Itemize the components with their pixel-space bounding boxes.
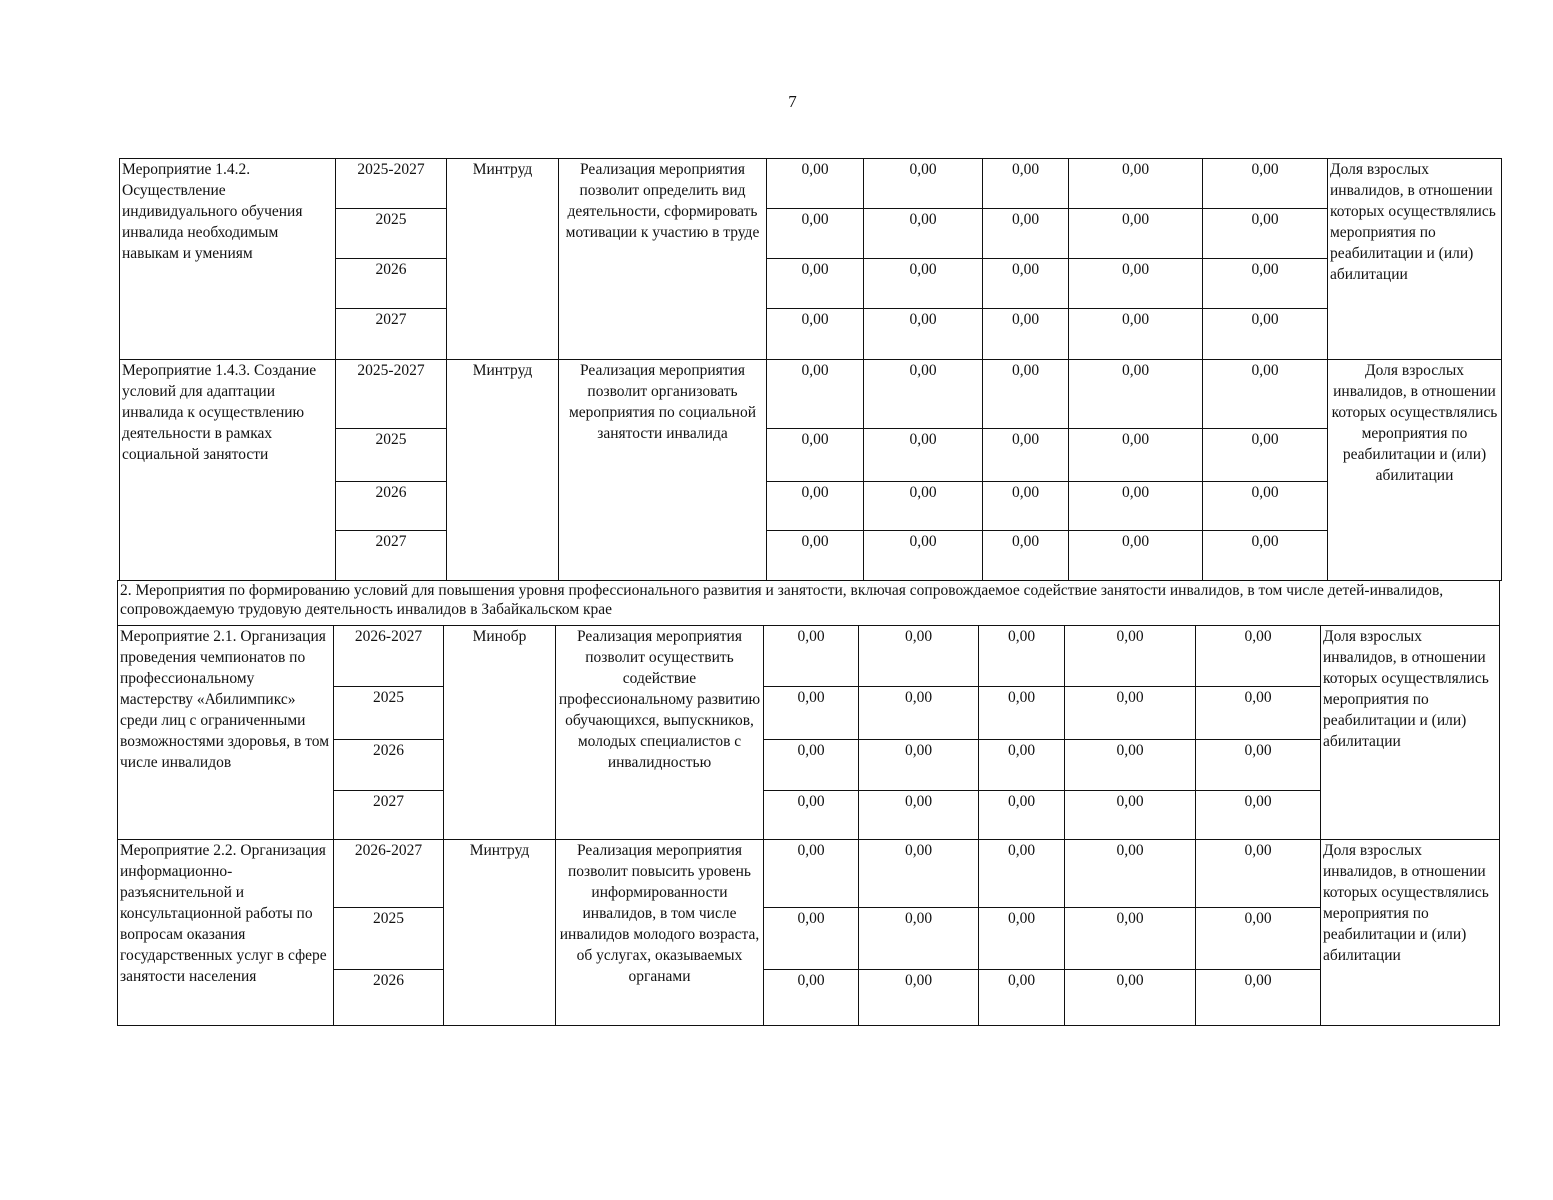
period-cell: 2026-2027 [334, 626, 444, 687]
period-cell: 2025 [336, 429, 447, 482]
value-cell: 0,00 [767, 531, 864, 581]
executor-cell: Минтруд [444, 840, 556, 1026]
page-number: 7 [788, 92, 797, 111]
value-cell: 0,00 [864, 259, 983, 309]
indicator-cell: Доля взрослых инвалидов, в отношении которых осуществлялись мероприятия по реабилитации и (или) абилитации [1321, 626, 1500, 840]
value-cell: 0,00 [1065, 626, 1196, 687]
value-cell: 0,00 [983, 309, 1069, 360]
activity-name: Мероприятие 2.2. Организация информационно-разъяснительной и консультационной работы по вопросам оказания государственных услуг в сфере занятости населения [118, 840, 334, 1026]
value-cell: 0,00 [1203, 482, 1328, 531]
value-cell: 0,00 [864, 482, 983, 531]
value-cell: 0,00 [859, 687, 979, 740]
value-cell: 0,00 [1203, 531, 1328, 581]
executor-cell: Минобр [444, 626, 556, 840]
value-cell: 0,00 [1065, 791, 1196, 840]
result-cell: Реализация мероприятия позволит осуществить содействие профессиональному развитию обучающихся, выпускников, молодых специалистов с инвалидностью [556, 626, 764, 840]
value-cell: 0,00 [764, 740, 859, 791]
value-cell: 0,00 [767, 429, 864, 482]
value-cell: 0,00 [1203, 360, 1328, 429]
result-cell: Реализация мероприятия позволит организовать мероприятия по социальной занятости инвалида [559, 360, 767, 581]
value-cell: 0,00 [983, 209, 1069, 259]
period-cell: 2025 [334, 908, 444, 970]
value-cell: 0,00 [1203, 259, 1328, 309]
value-cell: 0,00 [767, 209, 864, 259]
value-cell: 0,00 [1065, 908, 1196, 970]
value-cell: 0,00 [1069, 259, 1203, 309]
value-cell: 0,00 [1065, 687, 1196, 740]
value-cell: 0,00 [764, 970, 859, 1026]
activities-table-1 [119, 158, 1502, 581]
value-cell: 0,00 [983, 531, 1069, 581]
indicator-cell: Доля взрослых инвалидов, в отношении которых осуществлялись мероприятия по реабилитации и (или) абилитации [1328, 159, 1502, 360]
value-cell: 0,00 [1196, 740, 1321, 791]
period-cell: 2025-2027 [336, 360, 447, 429]
value-cell: 0,00 [979, 740, 1065, 791]
value-cell: 0,00 [983, 259, 1069, 309]
period-cell: 2026 [336, 259, 447, 309]
value-cell: 0,00 [859, 740, 979, 791]
value-cell: 0,00 [859, 791, 979, 840]
executor-cell: Минтруд [447, 159, 559, 360]
period-cell: 2026-2027 [334, 840, 444, 908]
value-cell: 0,00 [979, 791, 1065, 840]
section-title: 2. Мероприятия по формированию условий для повышения уровня профессионального развития и занятости, включая сопровождаемое содействие занятости инвалидов, в том числе детей-инвалидов, сопровождаемую трудовую деятельность инвалидов в Забайкальском крае [118, 581, 1500, 626]
value-cell: 0,00 [1065, 840, 1196, 908]
period-cell: 2026 [336, 482, 447, 531]
period-cell: 2025-2027 [336, 159, 447, 209]
value-cell: 0,00 [764, 687, 859, 740]
value-cell: 0,00 [1069, 531, 1203, 581]
value-cell: 0,00 [1069, 360, 1203, 429]
value-cell: 0,00 [1069, 309, 1203, 360]
value-cell: 0,00 [1196, 687, 1321, 740]
period-cell: 2026 [334, 740, 444, 791]
value-cell: 0,00 [1069, 482, 1203, 531]
table-row [120, 360, 1502, 429]
value-cell: 0,00 [979, 908, 1065, 970]
value-cell: 0,00 [764, 791, 859, 840]
value-cell: 0,00 [1196, 908, 1321, 970]
value-cell: 0,00 [1069, 429, 1203, 482]
value-cell: 0,00 [979, 687, 1065, 740]
value-cell: 0,00 [767, 259, 864, 309]
table-row [120, 159, 1502, 209]
value-cell: 0,00 [864, 309, 983, 360]
indicator-cell: Доля взрослых инвалидов, в отношении которых осуществлялись мероприятия по реабилитации и (или) абилитации [1321, 840, 1500, 1026]
period-cell: 2027 [336, 531, 447, 581]
value-cell: 0,00 [1196, 970, 1321, 1026]
value-cell: 0,00 [1065, 740, 1196, 791]
executor-cell: Минтруд [447, 360, 559, 581]
value-cell: 0,00 [767, 482, 864, 531]
value-cell: 0,00 [1196, 840, 1321, 908]
value-cell: 0,00 [1065, 970, 1196, 1026]
indicator-cell: Доля взрослых инвалидов, в отношении которых осуществлялись мероприятия по реабилитации и (или) абилитации [1328, 360, 1502, 581]
activity-name: Мероприятие 2.1. Организация проведения чемпионатов по профессиональному мастерству «Абилимпикс» среди лиц с ограниченными возможностями здоровья, в том числе инвалидов [118, 626, 334, 840]
activity-name: Мероприятие 1.4.3. Создание условий для адаптации инвалида к осуществлению деятельности в рамках социальной занятости [120, 360, 336, 581]
value-cell: 0,00 [764, 840, 859, 908]
table-row [118, 581, 1500, 626]
value-cell: 0,00 [1203, 159, 1328, 209]
value-cell: 0,00 [983, 482, 1069, 531]
value-cell: 0,00 [859, 840, 979, 908]
value-cell: 0,00 [1203, 309, 1328, 360]
period-cell: 2025 [336, 209, 447, 259]
value-cell: 0,00 [983, 159, 1069, 209]
value-cell: 0,00 [1069, 209, 1203, 259]
period-cell: 2026 [334, 970, 444, 1026]
value-cell: 0,00 [864, 531, 983, 581]
period-cell: 2025 [334, 687, 444, 740]
period-cell: 2027 [336, 309, 447, 360]
result-cell: Реализация мероприятия позволит повысить уровень информированности инвалидов, в том числе инвалидов молодого возраста, об услугах, оказываемых органами [556, 840, 764, 1026]
value-cell: 0,00 [864, 429, 983, 482]
value-cell: 0,00 [764, 626, 859, 687]
value-cell: 0,00 [979, 626, 1065, 687]
value-cell: 0,00 [764, 908, 859, 970]
value-cell: 0,00 [983, 360, 1069, 429]
value-cell: 0,00 [767, 309, 864, 360]
value-cell: 0,00 [864, 209, 983, 259]
activity-name: Мероприятие 1.4.2. Осуществление индивидуального обучения инвалида необходимым навыкам и умениям [120, 159, 336, 360]
value-cell: 0,00 [1203, 429, 1328, 482]
value-cell: 0,00 [859, 626, 979, 687]
activities-table-2 [117, 580, 1500, 1026]
value-cell: 0,00 [767, 360, 864, 429]
value-cell: 0,00 [859, 908, 979, 970]
value-cell: 0,00 [859, 970, 979, 1026]
value-cell: 0,00 [979, 970, 1065, 1026]
value-cell: 0,00 [1203, 209, 1328, 259]
value-cell: 0,00 [1069, 159, 1203, 209]
value-cell: 0,00 [979, 840, 1065, 908]
value-cell: 0,00 [864, 159, 983, 209]
value-cell: 0,00 [1196, 626, 1321, 687]
value-cell: 0,00 [983, 429, 1069, 482]
period-cell: 2027 [334, 791, 444, 840]
value-cell: 0,00 [767, 159, 864, 209]
table-row [118, 626, 1500, 687]
result-cell: Реализация мероприятия позволит определить вид деятельности, сформировать мотивации к участию в труде [559, 159, 767, 360]
value-cell: 0,00 [1196, 791, 1321, 840]
value-cell: 0,00 [864, 360, 983, 429]
table-row [118, 840, 1500, 908]
